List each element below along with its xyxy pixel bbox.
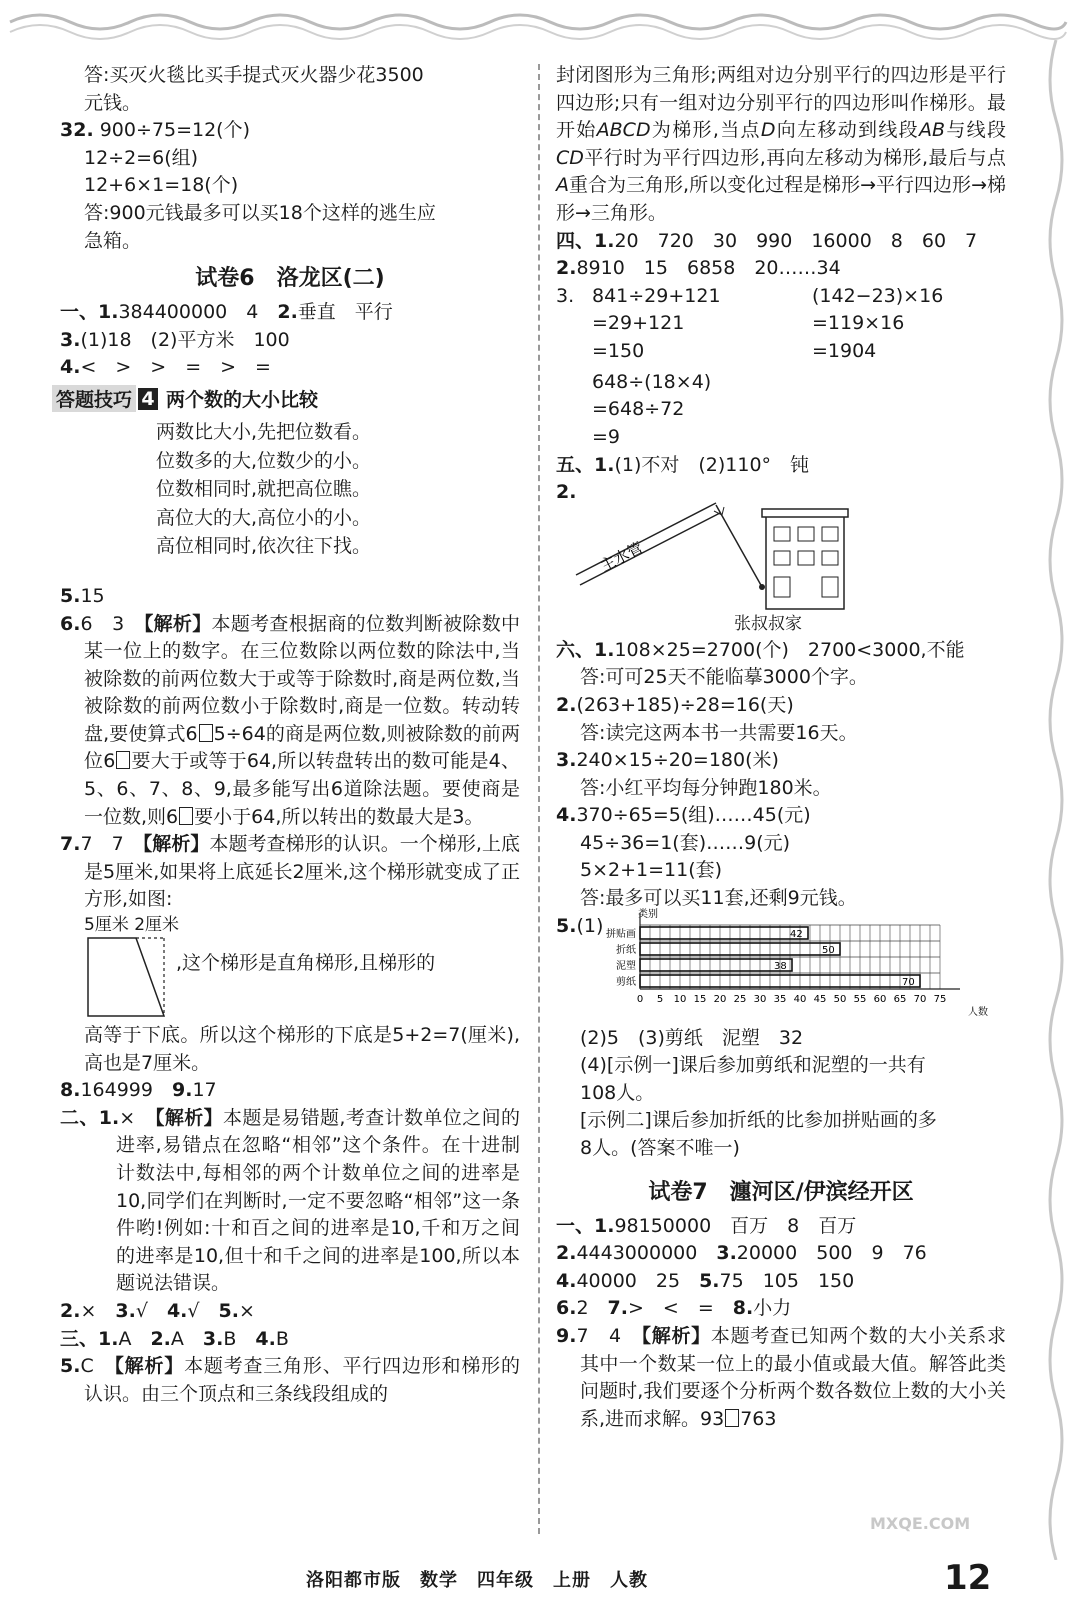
math-label: AB — [918, 119, 946, 142]
question-number: 6. — [60, 612, 81, 635]
section-title-paper-7: 试卷7 瀍河区/伊滨经开区 — [648, 1179, 914, 1205]
part-6-q3 — [556, 747, 1006, 775]
question-32 — [60, 117, 520, 145]
answer: 20000 500 9 76 — [736, 1242, 927, 1265]
paper7-q2-3 — [556, 1240, 1006, 1268]
poem-line: 位数多的大,位数少的小。 — [156, 449, 372, 472]
question-number: 8. — [732, 1297, 754, 1320]
question-number: 2. — [556, 1242, 577, 1265]
part-3-answers — [60, 1326, 520, 1354]
equation-line: 12+6×1=18(个) — [84, 174, 239, 197]
sub-question: (1) — [576, 914, 604, 937]
pipe-house-figure — [556, 507, 1006, 634]
paper7-q6-8 — [556, 1295, 1006, 1323]
page-footer — [0, 1560, 1076, 1600]
column-divider — [538, 64, 540, 1534]
question-6 — [60, 611, 520, 832]
analysis-text: 重合为三角形,所以变化过程是梯形→平行四边形→梯形→三角形。 — [556, 174, 1006, 224]
tip-title: 两个数的大小比较 — [166, 389, 319, 412]
tick-label: 35 — [773, 993, 787, 1005]
calc-step: =9 — [592, 425, 621, 448]
calc-step: =648÷72 — [592, 398, 685, 421]
question-8-9 — [60, 1077, 520, 1105]
bar — [640, 959, 792, 971]
part-6-q2 — [556, 692, 1006, 720]
tick-label: 40 — [793, 993, 807, 1005]
answer: 40000 25 — [576, 1269, 700, 1292]
analysis-text: 本题考查根据商的位数判断被除数中某一位上的数字。在三位数除以两位数的除法中,当被除数的前两位数大于或等于除数时,商是两位数,当被除数的前两位数小于除数时,商是一位数。转动转盘,要使算式6 — [84, 612, 520, 745]
calc-step: =29+121 — [592, 312, 685, 335]
answer: 240×15÷20=180(米) — [576, 749, 779, 772]
analysis-text: 向左移动到线段 — [775, 119, 919, 142]
house-label: 张叔叔家 — [734, 613, 802, 634]
answer: A — [118, 1327, 151, 1350]
analysis-text: 要大于或等于64,所以转盘转出的数可能是4、5、6、7、8、9,最多能写出6道除法题。要使商是一位数,则6 — [84, 750, 520, 828]
analysis-text: 5÷64的商是两位数,则被除数的前两位6 — [84, 722, 520, 773]
trapezoid-label: 5厘米 2厘米 — [84, 915, 180, 936]
watermark: MXQE.COM — [870, 1514, 971, 1533]
footer-text: 洛阳都市版 数学 四年级 上册 人教 — [306, 1570, 648, 1591]
bar-data-label: 38 — [774, 960, 787, 972]
answer: A — [170, 1327, 203, 1350]
chart-categories — [606, 927, 636, 988]
answer: > < = — [628, 1297, 733, 1320]
part-number: 四、1. — [556, 229, 615, 252]
analysis-text: 本题考查已知两个数的大小关系求其中一个数某一位上的最小值或最大值。解答此类问题时,我们要逐个分析两个数各数位上数的大小关系,进而求解。93 — [580, 1325, 1006, 1430]
math-label: A — [556, 174, 569, 197]
poem-line: 两数比大小,先把位数看。 — [156, 420, 372, 443]
calc-step: 648÷(18×4) — [592, 370, 712, 393]
bar-data-label: 70 — [902, 976, 915, 988]
answer: < > > = > = — [80, 356, 271, 379]
question-number: 3. — [556, 749, 577, 772]
question-number: 5. — [60, 1355, 81, 1378]
answer: 164999 — [80, 1079, 172, 1102]
pipe-house-diagram — [566, 489, 866, 611]
category-label: 泥塑 — [616, 960, 636, 972]
answer-line: 答:可可25天不能临摹3000个字。 — [580, 666, 868, 689]
question-number: 3. — [716, 1242, 737, 1265]
answer: 98150000 百万 8 百万 — [614, 1214, 857, 1237]
analysis-text: 平行时为平行四边形,再向左移动为梯形,最后与点 — [583, 146, 1006, 169]
answer: 垂直 平行 — [297, 301, 393, 324]
answer-line: 答:读完这两本书一共需要16天。 — [580, 721, 858, 744]
tick-label: 65 — [893, 993, 907, 1005]
answer: 15 — [80, 584, 105, 607]
equation-line: 45÷36=1(套)……9(元) — [580, 831, 791, 854]
question-number: 7. — [60, 833, 81, 856]
math-label: CD — [556, 146, 584, 169]
part-number: 二、1. — [60, 1106, 120, 1129]
question-number: 6. — [556, 1297, 577, 1320]
bar-chart-block — [556, 908, 1006, 1025]
answer-line: (2)5 (3)剪纸 泥塑 32 — [580, 1026, 804, 1049]
answer: 4443000000 — [576, 1242, 717, 1265]
paper7-q9 — [556, 1323, 1006, 1433]
left-column — [56, 62, 520, 1408]
math-label: ABCD — [596, 119, 651, 142]
right-column — [556, 62, 1006, 1433]
tick-label: 20 — [713, 993, 727, 1005]
bar-data-label: 50 — [822, 944, 835, 956]
question-number: 8. — [60, 1079, 81, 1102]
poem-line: 高位大的大,高位小的小。 — [156, 506, 372, 529]
top-decorative-border — [0, 0, 1076, 60]
part-number: 三、1. — [60, 1327, 119, 1350]
part-2-line — [60, 1105, 520, 1298]
question-number: 2. — [556, 481, 577, 504]
question-number: 5. — [60, 584, 81, 607]
answer-line: [示例二]课后参加折纸的比参加拼贴画的多 — [580, 1109, 937, 1132]
answer: 6 3 — [80, 612, 144, 635]
analysis-text: 763 — [740, 1407, 777, 1430]
question-number: 2. — [556, 257, 577, 280]
poem-line: 高位相同时,依次往下找。 — [156, 535, 372, 558]
calc-step: =1904 — [812, 339, 877, 362]
tick-label: 70 — [913, 993, 927, 1005]
analysis-text: ,这个梯形是直角梯形,且梯形的 — [176, 952, 436, 975]
tick-label: 15 — [693, 993, 707, 1005]
question-number: 3. — [60, 328, 81, 351]
poem-line: 位数相同时,就把高位瞧。 — [156, 478, 372, 501]
calc-block — [556, 283, 1006, 369]
question-number: 2. — [556, 693, 577, 716]
analysis-text: 封闭图形为三角形;两组对边分别平行的四边形是平行四边形;只有一组对边分别平行的四边形叫作梯形。最开始 — [556, 64, 1006, 142]
blank-box — [116, 751, 130, 769]
question-3 — [60, 327, 520, 355]
question-number: 3. — [556, 284, 575, 307]
tick-label: 0 — [636, 993, 644, 1005]
analysis-text: 本题是易错题,考查计数单位之间的进率,易错点在忽略“相邻”这个条件。在十进制计数法中,每相邻的两个计数单位之间的进率是10,同学们在判断时,一定不要忽略“相邻”这一条件哟!例如:十和百之间的进率是10,千和万之间的进率是10,但十和千之间的进率是100,所以本题说法错误。 — [116, 1106, 520, 1295]
analysis-text: 与线段 — [945, 119, 1006, 142]
question-number: 4. — [60, 356, 81, 379]
analysis-continued — [556, 62, 1006, 228]
question-5-label — [556, 913, 603, 941]
question-3-5 — [60, 1353, 520, 1408]
section-title-paper-6: 试卷6 洛龙区(二) — [195, 266, 385, 292]
category-label: 剪纸 — [616, 976, 636, 988]
answer-line: 答:小红平均每分钟跑180米。 — [580, 776, 832, 799]
question-5 — [60, 583, 520, 611]
bar-data-label: 42 — [790, 928, 803, 940]
answer: (1)18 (2)平方米 100 — [80, 328, 290, 351]
answer: 7 7 — [80, 833, 143, 856]
blank-box — [179, 807, 193, 825]
answer-line: 急箱。 — [84, 229, 142, 252]
question-number: 2. — [60, 1299, 81, 1322]
analysis-text: 高等于下底。所以这个梯形的下底是5+2=7(厘米),高也是7厘米。 — [84, 1024, 520, 1074]
tip-header — [56, 384, 520, 414]
calc-step: =119×16 — [812, 312, 905, 335]
house-icon — [766, 515, 844, 609]
y-axis-label: 类别 — [638, 908, 658, 920]
part-6-q1 — [556, 637, 1006, 665]
answer: B — [275, 1327, 289, 1350]
tip-poem — [60, 418, 520, 561]
answer: (1)不对 (2)110° 钝 — [614, 453, 810, 476]
answer: 7 4 — [576, 1325, 642, 1347]
answer: √ — [135, 1299, 167, 1322]
answer: 20 720 30 990 16000 8 60 7 — [614, 229, 978, 252]
trapezoid-diagram — [86, 936, 168, 1020]
category-label: 拼贴画 — [606, 928, 636, 940]
bar-chart — [600, 907, 1000, 1023]
answer: √ — [187, 1299, 219, 1322]
answer: B — [223, 1327, 256, 1350]
math-label: D — [760, 119, 776, 142]
answer-line: 答:买灭火毯比买手提式灭火器少花3500 — [84, 64, 424, 86]
answer: 75 105 150 — [719, 1269, 855, 1292]
tick-label: 75 — [933, 993, 947, 1005]
tick-label: 5 — [656, 993, 664, 1005]
tick-label: 50 — [833, 993, 847, 1005]
calc-2 — [812, 283, 943, 366]
equation: 900÷75=12(个) — [99, 119, 251, 142]
analysis-tag: 【解析】 — [143, 612, 212, 635]
tick-label: 10 — [673, 993, 687, 1005]
question-number: 7. — [607, 1297, 628, 1320]
analysis-tag: 【解析】 — [154, 1106, 224, 1129]
equation-line: 5×2+1=11(套) — [580, 859, 723, 882]
answer-line: 8人。(答案不唯一) — [580, 1137, 740, 1160]
question-number: 32. — [60, 119, 94, 142]
answer-line: 答:900元钱最多可以买18个这样的逃生应 — [84, 201, 436, 224]
bar — [640, 927, 808, 939]
part-number: 五、1. — [556, 453, 615, 476]
answer: (263+185)÷28=16(天) — [576, 693, 794, 716]
answer: 370÷65=5(组)……45(元) — [576, 804, 811, 827]
answer: 小力 — [753, 1297, 792, 1320]
tick-label: 25 — [733, 993, 747, 1005]
chart-ticks — [637, 994, 947, 1005]
blank-box — [725, 1409, 739, 1427]
calc-step: =150 — [592, 339, 645, 362]
question-number: 9. — [171, 1079, 193, 1102]
part-6-q4 — [556, 802, 1006, 830]
question-number: 4. — [255, 1327, 276, 1350]
answer: × — [80, 1299, 116, 1322]
part-4-line — [556, 228, 1006, 256]
tip-number: 4 — [138, 388, 158, 410]
answer-line: (4)[示例一]课后参加剪纸和泥塑的一共有 — [580, 1054, 926, 1077]
tick-label: 30 — [753, 993, 767, 1005]
question-number: 3. — [202, 1327, 224, 1350]
analysis-text: 本题考查梯形的认识。一个梯形,上底是5厘米,如果将上底延长2厘米,这个梯形就变成了正方形,如图: — [84, 833, 520, 911]
question-4 — [60, 354, 520, 382]
answer: 108×25=2700(个) 2700<3000,不能 — [614, 638, 965, 661]
part-number: 一、1. — [60, 301, 119, 324]
calc-step: 841÷29+121 — [592, 284, 721, 307]
analysis-text: 为梯形,当点 — [650, 119, 761, 142]
part-5-line — [556, 452, 1006, 480]
question-7 — [60, 831, 520, 914]
analysis-text: 要小于64,所以转出的数最大是3。 — [194, 805, 484, 828]
calc-step: (142−23)×16 — [812, 284, 944, 307]
answer: 17 — [192, 1079, 217, 1102]
question-number: 3. — [115, 1299, 136, 1322]
question-number: 5. — [699, 1269, 720, 1292]
right-decorative-border — [1036, 40, 1076, 1560]
blank-box — [199, 724, 213, 742]
question-number: 4. — [166, 1299, 188, 1322]
pipe-label: 主水管 — [597, 538, 646, 575]
answer-line: 元钱。 — [84, 91, 142, 114]
analysis-tag: 【解析】 — [142, 833, 210, 856]
part-4-q2 — [556, 255, 1006, 283]
tip-label: 答题技巧 — [52, 385, 136, 412]
analysis-text: 本题考查三角形、平行四边形和梯形的认识。由三个顶点和三条线段组成的 — [84, 1355, 520, 1405]
question-number: 2. — [277, 301, 298, 324]
answer: 384400000 4 — [118, 301, 278, 324]
tick-label: 55 — [853, 993, 867, 1005]
page-number: 12 — [944, 1558, 992, 1598]
paper7-q4-5 — [556, 1268, 1006, 1296]
question-number: 4. — [556, 804, 577, 827]
part-2-answers — [60, 1298, 520, 1326]
analysis-tag: 【解析】 — [114, 1355, 185, 1378]
tick-label: 60 — [873, 993, 887, 1005]
question-number: 5. — [218, 1299, 239, 1322]
question-number: 5. — [556, 914, 577, 937]
question-number: 9. — [556, 1325, 577, 1347]
question-number: 2. — [150, 1327, 171, 1350]
answer: 2 — [576, 1297, 608, 1320]
calc-1 — [592, 283, 721, 366]
answer: × — [119, 1106, 155, 1129]
part-number: 一、1. — [556, 1214, 615, 1237]
part-1-line — [60, 299, 520, 327]
trapezoid-figure — [60, 914, 520, 1022]
analysis-tag: 【解析】 — [641, 1325, 711, 1347]
category-label: 折纸 — [616, 944, 636, 956]
answer: 8910 15 6858 20……34 — [576, 257, 841, 280]
answer: C — [80, 1355, 115, 1378]
calc-3 — [556, 369, 1006, 452]
x-axis-label: 人数 — [968, 1006, 988, 1018]
question-number: 4. — [556, 1269, 577, 1292]
part-number: 六、1. — [556, 638, 615, 661]
answer-line: 108人。 — [580, 1081, 655, 1104]
answer: × — [238, 1299, 255, 1322]
tick-label: 45 — [813, 993, 827, 1005]
answer-line: 答:最多可以买11套,还剩9元钱。 — [580, 887, 857, 910]
equation-line: 12÷2=6(组) — [84, 146, 199, 169]
paper7-q1 — [556, 1213, 1006, 1241]
